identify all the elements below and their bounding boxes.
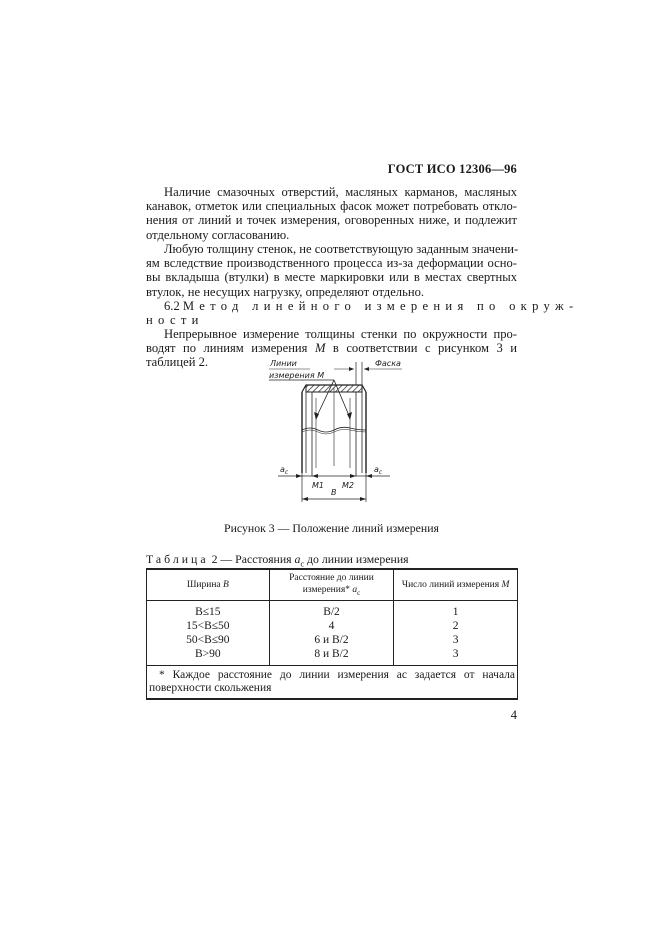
table-row — [147, 633, 518, 647]
cell-width: 50<B≤90 — [147, 633, 270, 647]
paragraph-lubrication — [146, 185, 517, 242]
col-header-distance: Расстояние до линии измерения* $a_c$ — [269, 569, 394, 601]
text-line: ям вследствие производственного процесса из-за деформации осно- — [146, 256, 517, 271]
label-m2: M2 — [342, 481, 354, 490]
section-heading-line2: ности — [146, 313, 204, 328]
cell-width: 15<B≤50 — [147, 619, 270, 633]
figure-caption: Рисунок 3 — Положение линий измерения — [224, 521, 439, 535]
cell-distance: 6 и B/2 — [269, 633, 394, 647]
label-ac-right: $a_c$ — [374, 465, 383, 476]
label-ac-left: $a_c$ — [280, 465, 289, 476]
cell-count: 1 — [394, 601, 518, 620]
table-footnote: * Каждое расстояние до линии измерения aс задается от начала поверхности скольжения — [147, 666, 518, 700]
table-title: Таблица 2 — Расстояния $a_c$ до линии измерения — [146, 552, 409, 569]
label-b: B — [331, 488, 337, 497]
text-line: таблицей 2. — [146, 355, 209, 370]
table-header-row — [147, 569, 518, 601]
section-heading-line1 — [146, 299, 579, 313]
cell-width: B≤15 — [147, 601, 270, 620]
label-chamfer: Фаска — [375, 359, 401, 368]
cell-distance: B/2 — [269, 601, 394, 620]
figure-measurement-lines — [250, 358, 425, 508]
cell-distance: 8 и B/2 — [269, 647, 394, 666]
var-m: M — [314, 341, 326, 356]
text-line: Непрерывное измерение толщины стенки по окружности про- — [164, 327, 517, 341]
text-line: нения от линий и точек измерения, оговоренных ниже, и подлежит — [146, 213, 517, 228]
cell-count: 2 — [394, 619, 518, 633]
text-line: Наличие смазочных отверстий, масляных карманов, масляных — [164, 185, 517, 199]
paragraph-wall-thickness — [146, 242, 517, 299]
cell-count: 3 — [394, 633, 518, 647]
cell-count: 3 — [394, 647, 518, 666]
text-line: Любую толщину стенок, не соответствующую заданным значени- — [164, 242, 519, 256]
text-line: канавок, отметок или специальных фасок может потребовать откло- — [146, 199, 517, 214]
col-header-width: Ширина B — [147, 569, 270, 601]
cell-distance: 4 — [269, 619, 394, 633]
text-line: отдельному согласованию. — [146, 227, 290, 242]
section-number: 6.2 — [164, 299, 180, 313]
cell-width: B>90 — [147, 647, 270, 666]
table-row — [147, 601, 518, 620]
label-measure-m: измерения M — [269, 371, 325, 380]
document-header: ГОСТ ИСО 12306—96 — [387, 162, 517, 176]
page-number: 4 — [510, 708, 517, 722]
section-heading — [146, 299, 579, 328]
text-line: втулок, не несущих нагрузку, определяют отдельно. — [146, 284, 425, 299]
text-line: вы вкладыша (втулки) в месте маркировки или в местах свертных — [146, 270, 517, 285]
text-line: водят по линиям измерения M в соответствии с рисунком 3 и — [146, 341, 517, 356]
section-title: Метод линейного измерения по окруж- — [182, 299, 579, 313]
table-footnote-row — [147, 666, 518, 700]
label-m1: M1 — [312, 481, 324, 490]
table-row — [147, 619, 518, 633]
distance-table — [146, 568, 518, 700]
table-row — [147, 647, 518, 666]
col-header-count: Число линий измерения M — [394, 569, 518, 601]
label-lines: Линии — [270, 359, 297, 368]
